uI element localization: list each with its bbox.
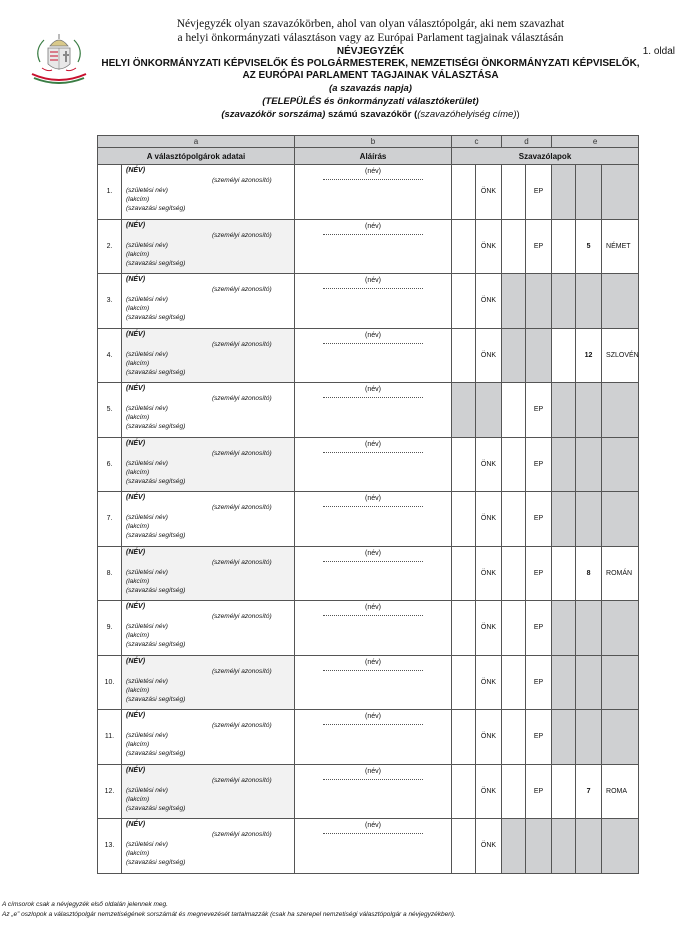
ballot-c-check — [452, 437, 476, 492]
birth-name-label: (születési név) — [126, 405, 168, 412]
polling-address-placeholder: (szavazóhelyiség címe) — [417, 109, 517, 120]
address-label: (lakcím) — [126, 414, 150, 421]
voter-data-cell — [122, 655, 295, 710]
voter-row — [98, 764, 639, 819]
personal-id-label: (személyi azonosító) — [212, 177, 272, 184]
personal-id-label: (személyi azonosító) — [212, 340, 272, 348]
ballot-c-label — [476, 383, 502, 438]
personal-id-label: (személyi azonosító) — [212, 395, 272, 402]
voter-row — [98, 274, 639, 329]
ballot-c-check — [452, 764, 476, 819]
column-letter-e: e — [552, 136, 639, 148]
name-label: (NÉV) — [126, 766, 146, 774]
voter-row — [98, 328, 639, 383]
personal-id-label: (személyi azonosító) — [212, 558, 272, 566]
voter-row — [98, 601, 639, 656]
voting-assistance-label: (szavazási segítség) — [126, 532, 186, 539]
nationality-name — [602, 383, 639, 438]
voter-row — [98, 383, 639, 438]
signature-name-label: (név) — [365, 331, 381, 339]
address-label: (lakcím) — [126, 850, 150, 857]
ballot-e-check — [552, 165, 576, 220]
ballot-e-check — [552, 764, 576, 819]
ballot-e-check — [552, 819, 576, 874]
voter-data-cell — [122, 819, 295, 874]
personal-id-label: (személyi azonosító) — [212, 722, 272, 729]
signature-name-label: (név) — [365, 386, 381, 393]
signature-line — [323, 614, 423, 616]
nationality-name: ROMA — [602, 764, 639, 819]
signature-name-label: (név) — [365, 495, 381, 502]
voting-assistance-label: (szavazási segítség) — [126, 368, 186, 376]
nationality-number — [576, 165, 602, 220]
ballot-c-check — [452, 710, 476, 765]
ballot-c-label: ÖNK — [476, 165, 502, 220]
personal-id-label: (személyi azonosító) — [212, 831, 272, 838]
signature-cell — [295, 819, 452, 874]
ballot-e-check — [552, 383, 576, 438]
voter-register-table — [97, 135, 639, 874]
ballot-e-check — [552, 655, 576, 710]
footnote-1: A címsorok csak a névjegyzék első oldalán jelennek meg. — [2, 901, 168, 908]
nationality-number: 5 — [576, 219, 602, 274]
signature-line — [323, 778, 423, 780]
ballot-d-check — [502, 601, 526, 656]
ballot-c-check — [452, 328, 476, 383]
column-title-signature: Aláírás — [295, 148, 452, 165]
signature-cell — [295, 274, 452, 329]
voting-assistance-label: (szavazási segítség) — [126, 750, 186, 757]
voting-assistance-label: (szavazási segítség) — [126, 859, 186, 866]
voter-data-cell — [122, 764, 295, 819]
ballot-c-check — [452, 492, 476, 547]
birth-name-label: (születési név) — [126, 786, 168, 794]
ballot-e-check — [552, 601, 576, 656]
signature-cell — [295, 764, 452, 819]
address-label: (lakcím) — [126, 741, 150, 748]
ballot-d-label — [526, 274, 552, 329]
ballot-d-label: EP — [526, 492, 552, 547]
address-label: (lakcím) — [126, 523, 150, 530]
nationality-number — [576, 655, 602, 710]
address-label: (lakcím) — [126, 686, 150, 694]
voting-assistance-label: (szavazási segítség) — [126, 423, 186, 430]
ballot-c-check — [452, 819, 476, 874]
ballot-d-check — [502, 764, 526, 819]
nationality-number: 8 — [576, 546, 602, 601]
ballot-d-label: EP — [526, 655, 552, 710]
birth-name-label: (születési név) — [126, 187, 168, 194]
ballot-e-check — [552, 546, 576, 601]
nationality-name — [602, 492, 639, 547]
name-label: (NÉV) — [126, 821, 146, 828]
nationality-number — [576, 437, 602, 492]
ballot-d-label: EP — [526, 546, 552, 601]
address-label: (lakcím) — [126, 632, 150, 639]
name-label: (NÉV) — [126, 603, 146, 610]
nationality-number: 7 — [576, 764, 602, 819]
ballot-c-check — [452, 546, 476, 601]
nationality-name — [602, 165, 639, 220]
ballot-d-label: EP — [526, 601, 552, 656]
ballot-d-check — [502, 710, 526, 765]
address-label: (lakcím) — [126, 359, 150, 367]
voting-assistance-label: (szavazási segítség) — [126, 641, 186, 648]
ballot-d-label — [526, 328, 552, 383]
voting-assistance-label: (szavazási segítség) — [126, 205, 186, 212]
voter-data-cell — [122, 710, 295, 765]
signature-line — [323, 451, 423, 453]
ballot-c-label: ÖNK — [476, 437, 502, 492]
voting-assistance-label: (szavazási segítség) — [126, 586, 186, 594]
header-line-2: a helyi önkormányzati választáson vagy az Európai Parlament tagjainak választásán — [177, 32, 564, 44]
signature-line — [323, 560, 423, 562]
settlement-placeholder: (TELEPÜLÉS és önkormányzati választókerület) — [262, 96, 479, 107]
nationality-number — [576, 274, 602, 329]
signature-cell — [295, 492, 452, 547]
name-label: (NÉV) — [126, 330, 146, 338]
ballot-d-check — [502, 383, 526, 438]
voting-assistance-label: (szavazási segítség) — [126, 314, 186, 321]
ballot-c-check — [452, 655, 476, 710]
ballot-d-label: EP — [526, 383, 552, 438]
ballot-c-check — [452, 383, 476, 438]
voting-date-placeholder: (a szavazás napja) — [329, 83, 412, 94]
nationality-name — [602, 655, 639, 710]
ballot-e-check — [552, 219, 576, 274]
personal-id-label: (személyi azonosító) — [212, 231, 272, 239]
personal-id-label: (személyi azonosító) — [212, 667, 272, 675]
address-label: (lakcím) — [126, 577, 150, 585]
ballot-c-label: ÖNK — [476, 274, 502, 329]
ballot-d-check — [502, 219, 526, 274]
birth-name-label: (születési név) — [126, 350, 168, 358]
footnote-2: Az „e” oszlopok a választópolgár nemzetiségének sorszámát és megnevezését tartalmazzák (csak ha szerepel nemzetiségi választópolgár a névjegyzékben). — [2, 911, 456, 918]
ballot-d-check — [502, 492, 526, 547]
ballot-d-label: EP — [526, 710, 552, 765]
polling-district-line — [30, 109, 681, 120]
row-number: 12. — [98, 764, 122, 819]
ballot-e-check — [552, 328, 576, 383]
signature-cell — [295, 655, 452, 710]
voter-data-cell — [122, 274, 295, 329]
voter-row — [98, 819, 639, 874]
row-number: 11. — [98, 710, 122, 765]
ballot-d-check — [502, 274, 526, 329]
ballot-d-label — [526, 819, 552, 874]
signature-line — [323, 832, 423, 834]
personal-id-label: (személyi azonosító) — [212, 613, 272, 620]
row-number: 13. — [98, 819, 122, 874]
voter-row — [98, 492, 639, 547]
signature-name-label: (név) — [365, 658, 381, 666]
birth-name-label: (születési név) — [126, 568, 168, 576]
election-title-line-1: HELYI ÖNKORMÁNYZATI KÉPVISELŐK ÉS POLGÁRMESTEREK, NEMZETISÉGI ÖNKORMÁNYZATI KÉPVISELŐK, — [101, 58, 640, 69]
column-letter-a: a — [98, 136, 295, 148]
row-number: 4. — [98, 328, 122, 383]
voter-row — [98, 437, 639, 492]
ballot-c-label: ÖNK — [476, 219, 502, 274]
row-number: 3. — [98, 274, 122, 329]
column-title-ballots: Szavazólapok — [452, 148, 639, 165]
birth-name-label: (születési név) — [126, 241, 168, 249]
voter-row — [98, 655, 639, 710]
voting-assistance-label: (szavazási segítség) — [126, 259, 186, 267]
district-text: számú szavazókör ( — [325, 109, 418, 120]
birth-name-label: (születési név) — [126, 732, 168, 739]
birth-name-label: (születési név) — [126, 296, 168, 303]
document-title: NÉVJEGYZÉK — [336, 46, 405, 57]
ballot-c-label: ÖNK — [476, 492, 502, 547]
nationality-number — [576, 383, 602, 438]
ballot-e-check — [552, 710, 576, 765]
signature-line — [323, 178, 423, 180]
name-label: (NÉV) — [126, 548, 146, 556]
signature-line — [323, 233, 423, 235]
ballot-c-label: ÖNK — [476, 655, 502, 710]
signature-cell — [295, 165, 452, 220]
voter-data-cell — [122, 492, 295, 547]
voter-row — [98, 546, 639, 601]
signature-line — [323, 396, 423, 398]
signature-name-label: (név) — [365, 822, 381, 829]
address-label: (lakcím) — [126, 250, 150, 258]
ballot-c-check — [452, 274, 476, 329]
personal-id-label: (személyi azonosító) — [212, 776, 272, 784]
name-label: (NÉV) — [126, 712, 146, 719]
birth-name-label: (születési név) — [126, 623, 168, 630]
ballot-d-check — [502, 655, 526, 710]
voter-row — [98, 710, 639, 765]
address-label: (lakcím) — [126, 196, 150, 203]
row-number: 5. — [98, 383, 122, 438]
signature-name-label: (név) — [365, 767, 381, 775]
nationality-number — [576, 710, 602, 765]
signature-cell — [295, 601, 452, 656]
ballot-c-label: ÖNK — [476, 601, 502, 656]
voter-data-cell — [122, 383, 295, 438]
row-number: 7. — [98, 492, 122, 547]
nationality-name: ROMÁN — [602, 546, 639, 601]
ballot-d-check — [502, 546, 526, 601]
voter-data-cell — [122, 601, 295, 656]
row-number: 9. — [98, 601, 122, 656]
signature-name-label: (név) — [365, 604, 381, 611]
ballot-d-label: EP — [526, 165, 552, 220]
signature-line — [323, 287, 423, 289]
ballot-c-label: ÖNK — [476, 764, 502, 819]
nationality-number — [576, 601, 602, 656]
ballot-e-check — [552, 274, 576, 329]
signature-line — [323, 723, 423, 725]
ballot-c-label: ÖNK — [476, 328, 502, 383]
name-label: (NÉV) — [126, 167, 146, 174]
ballot-d-check — [502, 328, 526, 383]
signature-name-label: (név) — [365, 222, 381, 230]
ballot-c-check — [452, 601, 476, 656]
signature-cell — [295, 546, 452, 601]
nationality-name: NÉMET — [602, 219, 639, 274]
birth-name-label: (születési név) — [126, 459, 168, 467]
name-label: (NÉV) — [126, 657, 146, 665]
row-number: 10. — [98, 655, 122, 710]
column-letter-d: d — [502, 136, 552, 148]
nationality-name — [602, 819, 639, 874]
ballot-e-check — [552, 492, 576, 547]
voter-row — [98, 165, 639, 220]
signature-cell — [295, 328, 452, 383]
birth-name-label: (születési név) — [126, 514, 168, 521]
address-label: (lakcím) — [126, 795, 150, 803]
ballot-c-check — [452, 219, 476, 274]
nationality-number: 12 — [576, 328, 602, 383]
voter-data-cell — [122, 546, 295, 601]
personal-id-label: (személyi azonosító) — [212, 449, 272, 457]
personal-id-label: (személyi azonosító) — [212, 504, 272, 511]
nationality-number — [576, 819, 602, 874]
closing-paren: ) — [516, 109, 520, 120]
signature-cell — [295, 710, 452, 765]
nationality-name — [602, 274, 639, 329]
column-letter-c: c — [452, 136, 502, 148]
column-letter-row — [98, 136, 639, 148]
ballot-c-label: ÖNK — [476, 546, 502, 601]
voter-data-cell — [122, 328, 295, 383]
personal-id-label: (személyi azonosító) — [212, 286, 272, 293]
column-title-row — [98, 148, 639, 165]
row-number: 6. — [98, 437, 122, 492]
birth-name-label: (születési név) — [126, 841, 168, 848]
ballot-d-check — [502, 819, 526, 874]
signature-name-label: (név) — [365, 713, 381, 720]
name-label: (NÉV) — [126, 439, 146, 447]
nationality-name — [602, 601, 639, 656]
ballot-c-label: ÖNK — [476, 819, 502, 874]
ballot-d-label: EP — [526, 764, 552, 819]
voter-row — [98, 219, 639, 274]
ballot-d-label: EP — [526, 437, 552, 492]
voter-data-cell — [122, 437, 295, 492]
column-letter-b: b — [295, 136, 452, 148]
signature-name-label: (név) — [365, 277, 381, 284]
nationality-name: SZLOVÉN — [602, 328, 639, 383]
row-number: 8. — [98, 546, 122, 601]
signature-line — [323, 505, 423, 507]
signature-name-label: (név) — [365, 440, 381, 448]
voting-assistance-label: (szavazási segítség) — [126, 804, 186, 812]
name-label: (NÉV) — [126, 385, 146, 392]
page-number: 1. oldal — [642, 46, 675, 57]
address-label: (lakcím) — [126, 305, 150, 312]
name-label: (NÉV) — [126, 276, 146, 283]
signature-line — [323, 342, 423, 344]
signature-cell — [295, 383, 452, 438]
row-number: 2. — [98, 219, 122, 274]
name-label: (NÉV) — [126, 221, 146, 229]
ballot-c-label: ÖNK — [476, 710, 502, 765]
column-title-voter-data: A választópolgárok adatai — [98, 148, 295, 165]
ballot-d-check — [502, 165, 526, 220]
signature-name-label: (név) — [365, 549, 381, 557]
voter-data-cell — [122, 165, 295, 220]
nationality-name — [602, 437, 639, 492]
header-line-1: Névjegyzék olyan szavazókörben, ahol van olyan választópolgár, aki nem szavazhat — [176, 18, 565, 30]
signature-line — [323, 669, 423, 671]
ballot-d-label: EP — [526, 219, 552, 274]
nationality-name — [602, 710, 639, 765]
voting-assistance-label: (szavazási segítség) — [126, 477, 186, 485]
name-label: (NÉV) — [126, 494, 146, 501]
district-number-placeholder: (szavazókör sorszáma) — [221, 109, 326, 120]
signature-cell — [295, 437, 452, 492]
voter-data-cell — [122, 219, 295, 274]
nationality-number — [576, 492, 602, 547]
voting-assistance-label: (szavazási segítség) — [126, 695, 186, 703]
signature-name-label: (név) — [365, 168, 381, 175]
birth-name-label: (születési név) — [126, 677, 168, 685]
ballot-e-check — [552, 437, 576, 492]
signature-cell — [295, 219, 452, 274]
ballot-c-check — [452, 165, 476, 220]
election-title-line-2: AZ EURÓPAI PARLAMENT TAGJAINAK VÁLASZTÁSA — [242, 70, 499, 81]
ballot-d-check — [502, 437, 526, 492]
row-number: 1. — [98, 165, 122, 220]
address-label: (lakcím) — [126, 468, 150, 476]
